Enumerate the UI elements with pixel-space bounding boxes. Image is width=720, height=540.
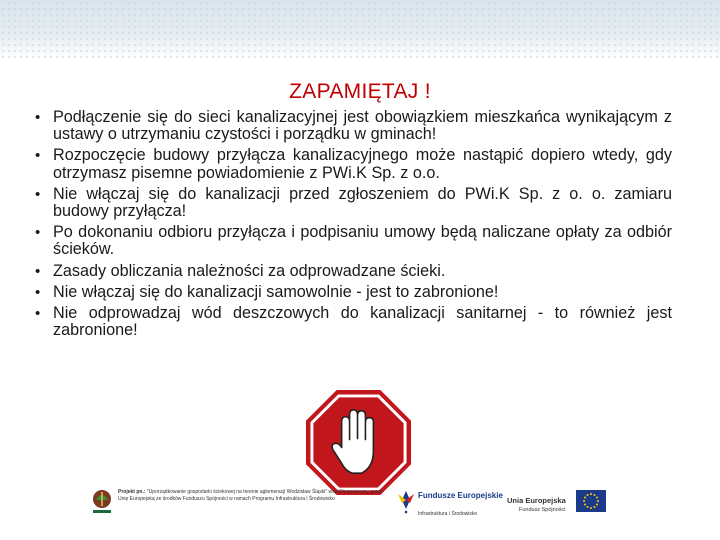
bullet-symbol: • — [35, 224, 41, 242]
slide-title: ZAPAMIĘTAJ ! — [289, 80, 431, 103]
bullet-symbol: • — [35, 283, 41, 301]
bullet-text: Zasady obliczania należności za odprowadzane ścieki. — [53, 261, 446, 280]
header-band — [0, 0, 720, 60]
bullet-symbol: • — [35, 305, 41, 323]
bullet-text: Podłączenie się do sieci kanalizacyjnej jest obowiązkiem mieszkańca wynikającym z ustawy o utrzymaniu czystości i porządku w gminach! — [53, 108, 672, 144]
bullet-item — [32, 263, 672, 280]
bullet-item — [32, 305, 672, 339]
bullet-text: Rozpoczęcie budowy przyłącza kanalizacyjnego może nastąpić dopiero wtedy, gdy otrzymasz pisemne powiadomienie z PWi.K Sp. z o.o. — [53, 146, 672, 182]
header-band-pattern — [0, 0, 720, 60]
bullet-symbol: • — [35, 147, 41, 165]
ue-subtitle: Fundusz Spójności — [519, 507, 566, 513]
bullet-item — [32, 186, 672, 220]
project-prefix: Projekt pn.: — [118, 489, 147, 495]
bullet-text: Nie odprowadzaj wód deszczowych do kanalizacji sanitarnej - to również jest zabronione! — [53, 304, 672, 340]
project-funding-text — [118, 489, 388, 503]
fe-title-text: Fundusze Europejskie — [418, 491, 503, 500]
bullet-item — [32, 109, 672, 143]
bullet-list — [32, 109, 672, 343]
bullet-item — [32, 284, 672, 301]
eu-flag-icon — [576, 490, 606, 512]
pwik-logo-icon — [91, 488, 113, 520]
fe-title — [418, 491, 503, 500]
bullet-symbol: • — [35, 109, 41, 126]
ue-title: Unia Europejska — [507, 496, 566, 505]
stop-hand-icon — [304, 388, 413, 497]
fe-subtitle: Infrastruktura i Środowisko — [418, 511, 478, 517]
bullet-symbol: • — [35, 185, 41, 203]
bullet-item — [32, 224, 672, 258]
bullet-text: Nie włączaj się do kanalizacji przed zgłoszeniem do PWi.K Sp. z o. o. zamiaru budowy przyłącza! — [53, 184, 672, 221]
project-description: "Uporządkowanie gospodarki ściekowej na terenie aglomeracji Wodzisław Śląski" współfinansowany przez Unię Europejską ze środków Funduszu Spójności w ramach Programu Infrastruktura i Środowisko — [118, 489, 383, 502]
bullet-text: Nie włączaj się do kanalizacji samowolnie - jest to zabronione! — [53, 282, 499, 301]
bullet-symbol: • — [35, 262, 41, 280]
bullet-text: Po dokonaniu odbioru przyłącza i podpisaniu umowy będą naliczane opłaty za odbiór ścieków. — [53, 223, 672, 259]
bullet-item — [32, 147, 672, 181]
fundusze-europejskie-logo-icon — [396, 489, 416, 515]
